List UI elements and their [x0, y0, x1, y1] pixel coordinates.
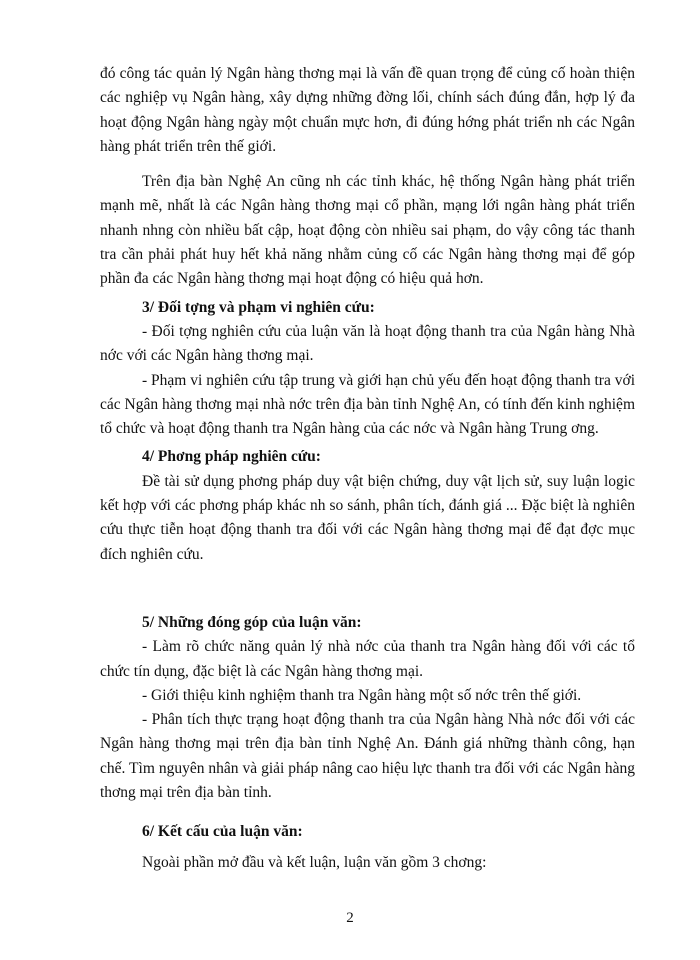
section-heading: 3/ Đối tợng và phạm vi nghiên cứu:: [142, 298, 375, 316]
list-item: - Phạm vi nghiên cứu tập trung và giới hạn chủ yếu đến hoạt động thanh tra với các Ngân hàng thơng mại nhà nớc trên địa bàn tỉnh Nghệ An, có tính đến kinh nghiệm tổ chức và hoạt động thanh tra Ngân hàng của các nớc và Ngân hàng Trung ơng.: [100, 371, 635, 438]
section-heading: 6/ Kết cấu của luận văn:: [142, 823, 303, 841]
list-item: - Làm rõ chức năng quản lý nhà nớc của thanh tra Ngân hàng đối với các tổ chức tín dụng, đặc biệt là các Ngân hàng thơng mại.: [100, 638, 635, 680]
body-paragraph: đó công tác quản lý Ngân hàng thơng mại là vấn đề quan trọng để củng cố hoàn thiện các nghiệp vụ Ngân hàng, xây dựng những đờng lối, chính sách đúng đắn, hợp lý đa hoạt động Ngân hàng ngày một chuẩn mực hơn, đi đúng hớng phát triển nh các Ngân hàng phát triển trên thế giới.: [100, 65, 635, 155]
body-paragraph: Đề tài sử dụng phơng pháp duy vật biện chứng, duy vật lịch sử, suy luận logic kết hợp với các phơng pháp khác nh so sánh, phân tích, đánh giá ... Đặc biệt là nghiên cứu thực tiễn hoạt động thanh tra đối với các Ngân hàng thơng mại để đạt đợc mục đích nghiên cứu.: [100, 472, 635, 563]
document-page: [100, 62, 635, 875]
body-paragraph: Ngoài phần mở đầu và kết luận, luận văn gồm 3 chơng:: [142, 853, 487, 871]
page-number: 2: [346, 910, 354, 926]
section-heading: 5/ Những đóng góp của luận văn:: [142, 613, 362, 631]
list-item: - Giới thiệu kinh nghiệm thanh tra Ngân hàng một số nớc trên thế giới.: [142, 686, 582, 704]
body-paragraph: Trên địa bàn Nghệ An cũng nh các tỉnh khác, hệ thống Ngân hàng phát triển mạnh mẽ, nhất là các Ngân hàng thơng mại cổ phần, mạng lới ngân hàng phát triển nhanh nhng còn nhiều bất cập, hoạt động còn nhiều sai phạm, do vậy công tác thanh tra cần phải phát huy hết khả năng nhằm củng cố các Ngân hàng thơng mại để góp phần đa các Ngân hàng thơng mại hoạt động có hiệu quả hơn.: [100, 173, 635, 288]
list-item: - Phân tích thực trạng hoạt động thanh tra của Ngân hàng Nhà nớc đối với các Ngân hàng thơng mại trên địa bàn tỉnh Nghệ An. Đánh giá những thành công, hạn chế. Tìm nguyên nhân và giải pháp nâng cao hiệu lực thanh tra đối với các Ngân hàng thơng mại trên địa bàn tỉnh.: [100, 711, 635, 802]
list-item: - Đối tợng nghiên cứu của luận văn là hoạt động thanh tra của Ngân hàng Nhà nớc với các Ngân hàng thơng mại.: [100, 322, 635, 365]
section-heading: 4/ Phơng pháp nghiên cứu:: [142, 448, 321, 466]
